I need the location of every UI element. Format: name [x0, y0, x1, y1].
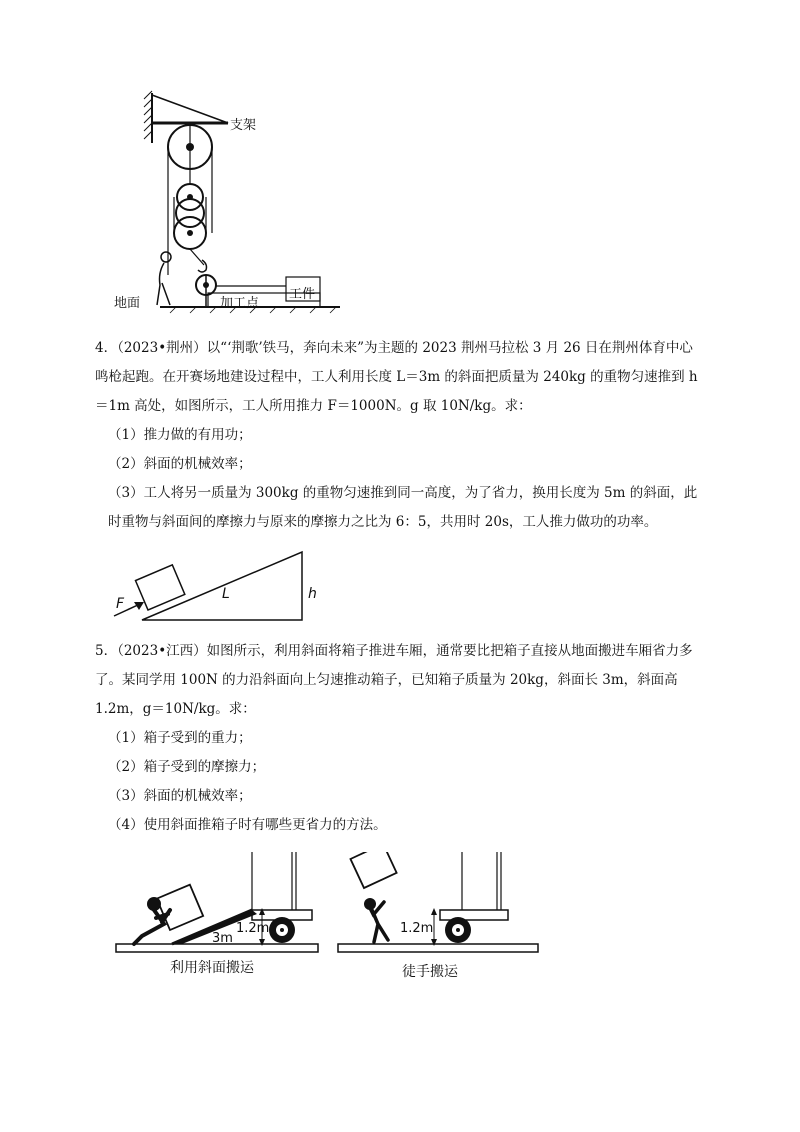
question-5-sub-4: （4）使用斜面推箱子时有哪些更省力的方法。	[108, 817, 387, 833]
caption-left: 利用斜面搬运	[170, 960, 254, 976]
support-label: 支架	[230, 118, 257, 133]
force-label: F	[116, 596, 125, 612]
question-4-stem: 4．（2023•荆州）以“‘荆歌’铁马，奔向未来”为主题的 2023 荆州马拉松 3 月 26 日在荆州体育中心鸣枪起跑。在开赛场地建设过程中，工人利用长度 L＝3m 的斜面把质量为 240kg 的重物匀速推到 h＝1m 高处，如图所示，工人所用推力 F＝1000N。g 取 10N/kg。求：	[95, 340, 698, 414]
question-5-sub-2: （2）箱子受到的摩擦力；	[108, 759, 266, 775]
incline-figure	[112, 548, 342, 622]
length-label: 3m	[212, 931, 233, 946]
question-4-sub-3: （3）工人将另一质量为 300kg 的重物匀速推到同一高度，为了省力，换用长度为 5m 的斜面，此时重物与斜面间的摩擦力与原来的摩擦力之比为 6：5，共用时 20s，工人推力做功的功率。	[108, 485, 698, 530]
question-5-sub-3: （3）斜面的机械效率；	[108, 788, 252, 804]
question-number: 4．	[95, 340, 118, 356]
caption-right: 徒手搬运	[402, 964, 458, 980]
truck-figure	[112, 852, 552, 982]
processing-point-label: 加工点	[220, 296, 260, 311]
length-label: L	[222, 586, 230, 602]
height-label-right: 1.2m	[400, 921, 434, 936]
question-4-sub-2: （2）斜面的机械效率；	[108, 456, 252, 472]
pulley-figure	[100, 85, 360, 317]
question-5-stem: 5．（2023•江西）如图所示，利用斜面将箱子推进车厢，通常要比把箱子直接从地面搬进车厢省力多了。某同学用 100N 的力沿斜面向上匀速推动箱子，已知箱子质量为 20kg，斜面长 3m，斜面高 1.2m，g＝10N/kg。求：	[95, 643, 693, 717]
question-5-sub-1: （1）箱子受到的重力；	[108, 730, 252, 746]
question-number: 5．	[95, 643, 118, 659]
question-5	[95, 637, 705, 840]
height-label: h	[308, 586, 317, 602]
question-4-sub-1: （1）推力做的有用功；	[108, 427, 252, 443]
ground-label: 地面	[114, 296, 141, 311]
height-label-left: 1.2m	[236, 921, 270, 936]
workpiece-label: 工件	[289, 287, 316, 302]
question-4	[95, 334, 705, 537]
